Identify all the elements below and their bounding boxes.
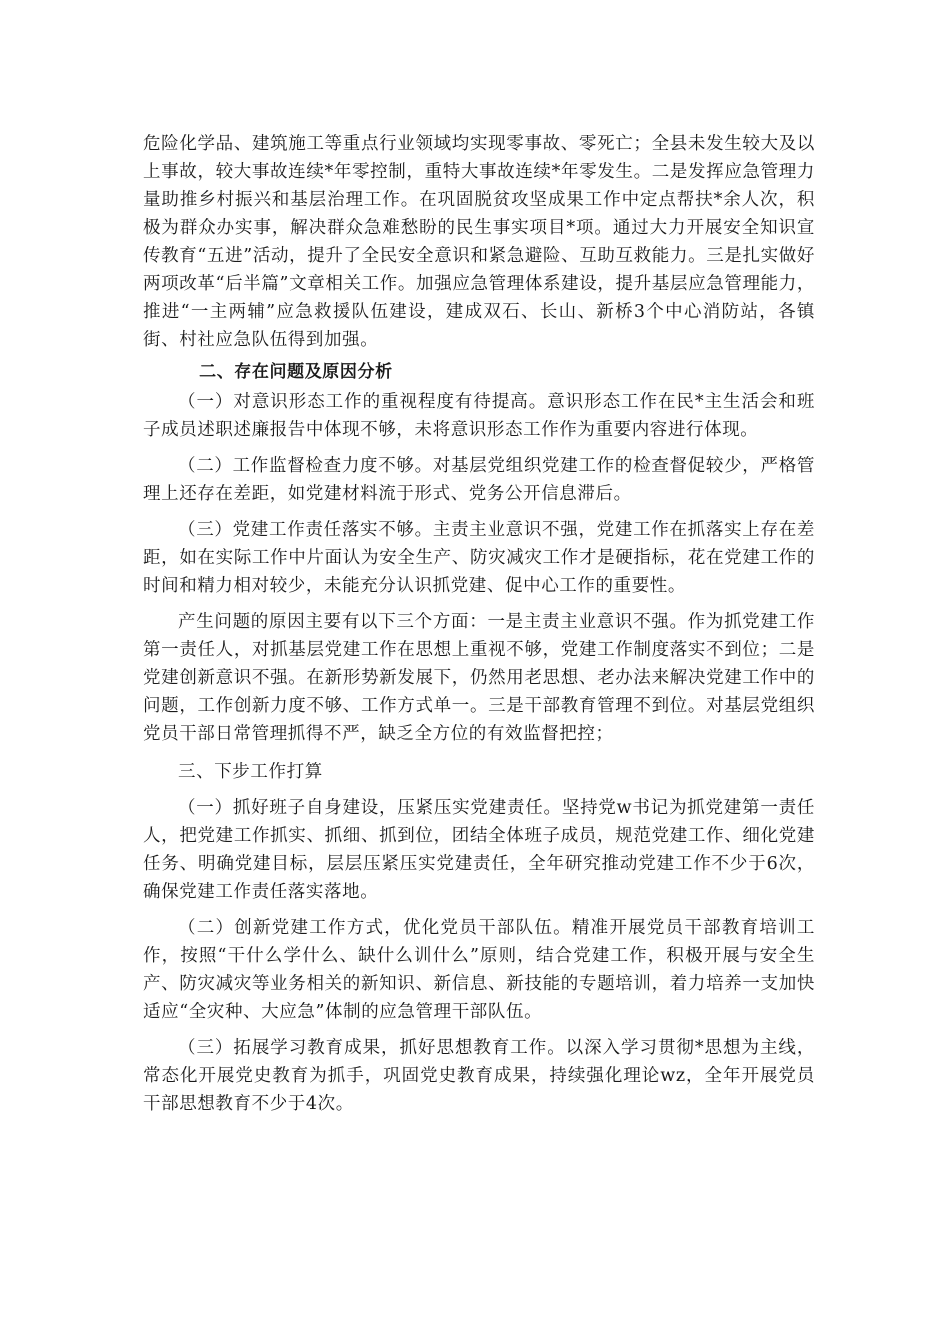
paragraph-plan-3: （三）拓展学习教育成果，抓好思想教育工作。以深入学习贯彻*思想为主线，常态化开展党史教育为抓手，巩固党史教育成果，持续强化理论wz，全年开展党员干部思想教育不少于4次。 bbox=[143, 1038, 815, 1114]
paragraph-problem-1: （一）对意识形态工作的重视程度有待提高。意识形态工作在民*主生活会和班子成员述职述廉报告中体现不够，未将意识形态工作作为重要内容进行体现。 bbox=[143, 392, 815, 440]
paragraph-achievements: 危险化学品、建筑施工等重点行业领域均实现零事故、零死亡；全县未发生较大及以上事故，较大事故连续*年零控制，重特大事故连续*年零发生。二是发挥应急管理力量助推乡村振兴和基层治理工作。在巩固脱贫攻坚成果工作中定点帮扶*余人次，积极为群众办实事，解决群众急难愁盼的民生事实项目*项。通过大力开展安全知识宣传教育“五进”活动，提升了全民安全意识和紧急避险、互助互救能力。三是扎实做好两项改革“后半篇”文章相关工作。加强应急管理体系建设，提升基层应急管理能力，推进“一主两辅”应急救援队伍建设，建成双石、长山、新桥3个中心消防站，各镇街、村社应急队伍得到加强。 bbox=[143, 134, 815, 350]
paragraph-causes: 产生问题的原因主要有以下三个方面：一是主责主业意识不强。作为抓党建工作第一责任人，对抓基层党建工作在思想上重视不够，党建工作制度落实不到位；二是党建创新意识不强。在新形势新发展下，仍然用老思想、老办法来解决党建工作中的问题，工作创新力度不够、工作方式单一。三是干部教育管理不到位。对基层党组织党员干部日常管理抓得不严，缺乏全方位的有效监督把控； bbox=[143, 612, 815, 744]
paragraph-problem-3: （三）党建工作责任落实不够。主责主业意识不强，党建工作在抓落实上存在差距，如在实际工作中片面认为安全生产、防灾减灾工作才是硬指标，花在党建工作的时间和精力相对较少，未能充分认识抓党建、促中心工作的重要性。 bbox=[143, 520, 815, 596]
paragraph-problem-2: （二）工作监督检查力度不够。对基层党组织党建工作的检查督促较少，严格管理上还存在差距，如党建材料流于形式、党务公开信息滞后。 bbox=[143, 456, 815, 504]
section-heading-problems: 二、存在问题及原因分析 bbox=[199, 362, 393, 382]
document-page bbox=[143, 130, 815, 1118]
paragraph-plan-2: （二）创新党建工作方式，优化党员干部队伍。精准开展党员干部教育培训工作，按照“干什么学什么、缺什么训什么”原则，结合党建工作，积极开展与安全生产、防灾减灾等业务相关的新知识、新信息、新技能的专题培训，着力培养一支加快适应“全灾种、大应急”体制的应急管理干部队伍。 bbox=[143, 918, 815, 1022]
paragraph-plan-1: （一）抓好班子自身建设，压紧压实党建责任。坚持党w书记为抓党建第一责任人，把党建工作抓实、抓细、抓到位，团结全体班子成员，规范党建工作、细化党建任务、明确党建目标，层层压紧压实党建责任，全年研究推动党建工作不少于6次，确保党建工作责任落实落地。 bbox=[143, 798, 815, 902]
section-heading-next-steps: 三、下步工作打算 bbox=[178, 762, 323, 782]
